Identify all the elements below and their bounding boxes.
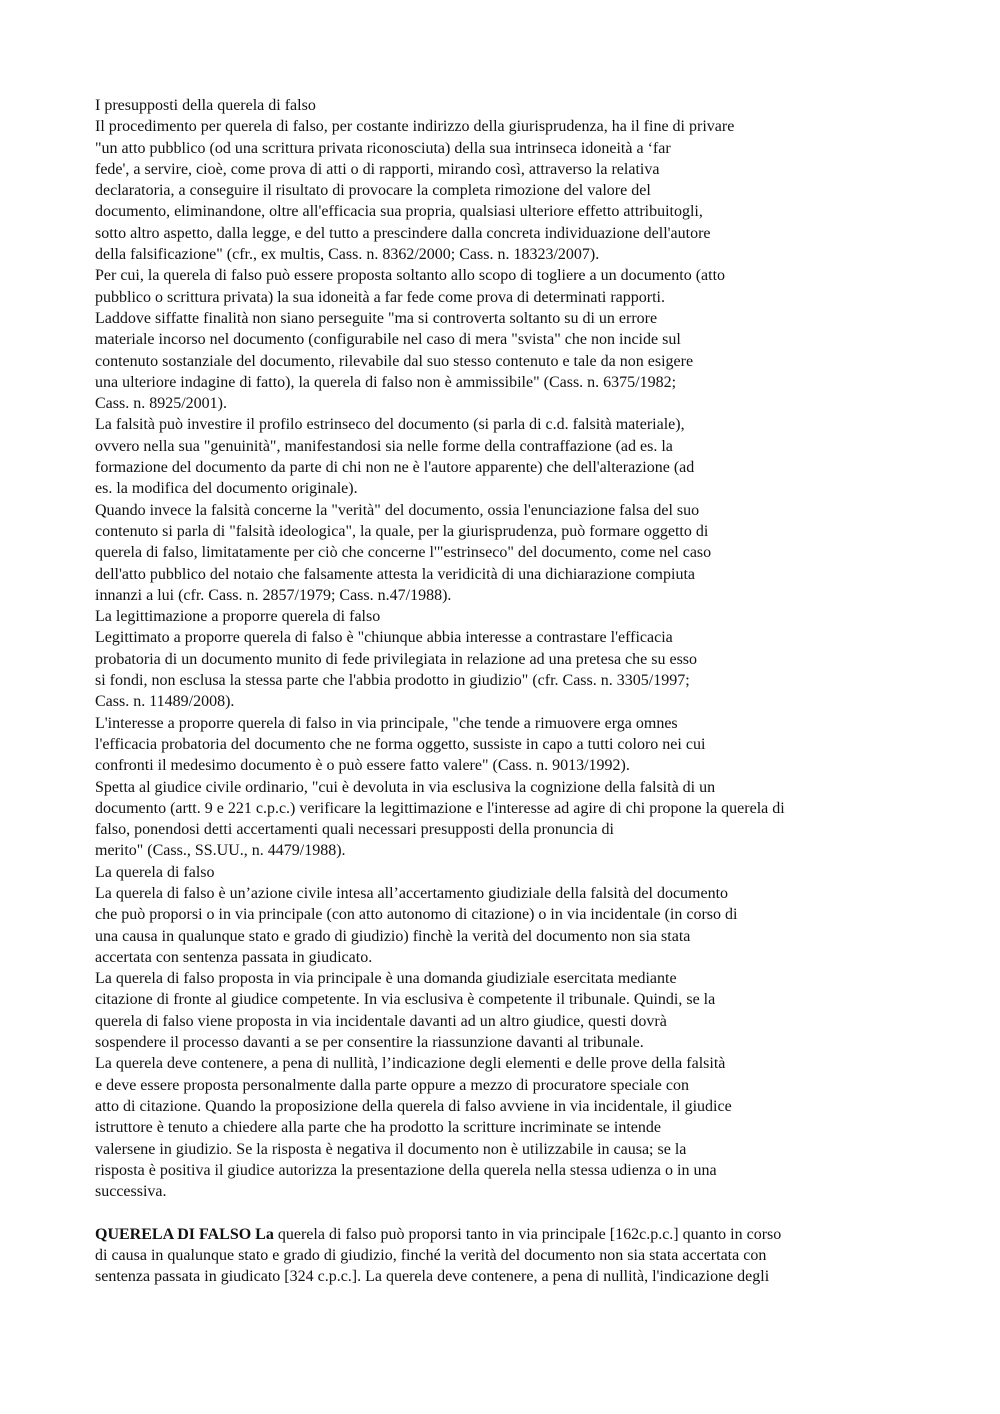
text-line: La querela deve contenere, a pena di nullità, l’indicazione degli elementi e delle prove della falsità bbox=[95, 1055, 726, 1073]
text-line: querela di falso viene proposta in via incidentale davanti ad un altro giudice, questi dovrà bbox=[95, 1012, 667, 1030]
final-paragraph bbox=[95, 1224, 975, 1288]
text-line: ovvero nella sua "genuinità", manifestandosi sia nelle forme della contraffazione (ad es. la bbox=[95, 437, 673, 455]
text-line: successiva. bbox=[95, 1183, 167, 1201]
text-line: pubblico o scrittura privata) la sua idoneità a far fede come prova di determinati rapporti. bbox=[95, 288, 665, 306]
document-body bbox=[95, 95, 975, 1202]
text-line: Per cui, la querela di falso può essere proposta soltanto allo scopo di togliere a un documento (atto bbox=[95, 267, 726, 285]
text-line: e deve essere proposta personalmente dalla parte oppure a mezzo di procuratore speciale con bbox=[95, 1076, 689, 1094]
text-line: Cass. n. 8925/2001). bbox=[95, 395, 227, 413]
document-page bbox=[95, 95, 975, 1288]
text-line: contenuto si parla di "falsità ideologica", la quale, per la giurisprudenza, può formare oggetto di bbox=[95, 522, 709, 540]
text-line: contenuto sostanziale del documento, rilevabile dal suo stesso contenuto e tale da non esigere bbox=[95, 352, 694, 370]
text-line: querela di falso, limitatamente per ciò che concerne l'"estrinseco" del documento, come nel caso bbox=[95, 544, 712, 562]
text-line: atto di citazione. Quando la proposizione della querela di falso avviene in via incidentale, il giudice bbox=[95, 1097, 732, 1115]
text-line: dell'atto pubblico del notaio che falsamente attesta la veridicità di una dichiarazione compiuta bbox=[95, 565, 695, 583]
text-line: Laddove siffatte finalità non siano perseguite "ma si controverta soltanto su di un errore bbox=[95, 309, 658, 327]
text-line: es. la modifica del documento originale). bbox=[95, 480, 358, 498]
final-paragraph-bold-lead: QUERELA DI FALSO La bbox=[95, 1225, 274, 1243]
text-line: valersene in giudizio. Se la risposta è negativa il documento non è utilizzabile in causa; se la bbox=[95, 1140, 687, 1158]
text-line: fede', a servire, cioè, come prova di atti o di rapporti, mirando così, attraverso la relativa bbox=[95, 160, 660, 178]
text-line: Quando invece la falsità concerne la "verità" del documento, ossia l'enunciazione falsa del suo bbox=[95, 501, 700, 519]
text-line: Spetta al giudice civile ordinario, "cui è devoluta in via esclusiva la cognizione della falsità di un bbox=[95, 778, 716, 796]
text-line: accertata con sentenza passata in giudicato. bbox=[95, 948, 373, 966]
text-line: istruttore è tenuto a chiedere alla parte che ha prodotto la scritture incriminate se intende bbox=[95, 1119, 661, 1137]
text-line: citazione di fronte al giudice competente. In via esclusiva è competente il tribunale. Quindi, se la bbox=[95, 991, 716, 1009]
text-line: Il procedimento per querela di falso, per costante indirizzo della giurisprudenza, ha il fine di privare bbox=[95, 118, 735, 136]
text-line: materiale incorso nel documento (configurabile nel caso di mera "svista" che non incide sul bbox=[95, 331, 681, 349]
text-line: formazione del documento da parte di chi non ne è l'autore apparente) che dell'alterazione (ad bbox=[95, 459, 695, 477]
text-line: La falsità può investire il profilo estrinseco del documento (si parla di c.d. falsità materiale), bbox=[95, 416, 685, 434]
text-line: declaratoria, a conseguire il risultato di provocare la completa rimozione del valore del bbox=[95, 182, 651, 200]
text-line: I presupposti della querela di falso bbox=[95, 97, 316, 114]
text-line: si fondi, non esclusa la stessa parte che l'abbia prodotto in giudizio" (cfr. Cass. n. 3305/1997; bbox=[95, 672, 690, 690]
text-line: La legittimazione a proporre querela di falso bbox=[95, 608, 381, 626]
text-line: L'interesse a proporre querela di falso in via principale, "che tende a rimuovere erga omnes bbox=[95, 714, 678, 732]
text-line: Cass. n. 11489/2008). bbox=[95, 693, 235, 711]
text-line: una causa in qualunque stato e grado di giudizio) finchè la verità del documento non sia stata bbox=[95, 927, 691, 945]
text-line: merito" (Cass., SS.UU., n. 4479/1988). bbox=[95, 842, 346, 860]
text-line: sospendere il processo davanti a se per consentire la riassunzione davanti al tribunale. bbox=[95, 1034, 644, 1052]
text-line: della falsificazione" (cfr., ex multis, Cass. n. 8362/2000; Cass. n. 18323/2007). bbox=[95, 246, 600, 264]
text-line: che può proporsi o in via principale (con atto autonomo di citazione) o in via incidentale (in corso di bbox=[95, 906, 738, 924]
text-line: documento, eliminandone, oltre all'efficacia sua propria, qualsiasi ulteriore effetto attribuitogli, bbox=[95, 203, 703, 221]
text-line: confronti il medesimo documento è o può essere fatto valere" (Cass. n. 9013/1992). bbox=[95, 757, 630, 775]
text-line: sotto altro aspetto, dalla legge, e del tutto a prescindere dalla concreta individuazione dell'autore bbox=[95, 224, 711, 242]
paragraph-gap bbox=[95, 1202, 975, 1223]
text-line: documento (artt. 9 e 221 c.p.c.) verificare la legittimazione e l'interesse ad agire di chi propone la querela di bbox=[95, 799, 785, 817]
text-line: La querela di falso bbox=[95, 863, 215, 881]
text-line: Legittimato a proporre querela di falso è "chiunque abbia interesse a contrastare l'efficacia bbox=[95, 629, 673, 647]
text-line: La querela di falso proposta in via principale è una domanda giudiziale esercitata mediante bbox=[95, 970, 677, 988]
final-paragraph-line-3: sentenza passata in giudicato [324 c.p.c.]. La querela deve contenere, a pena di nullità, l'indicazione degli bbox=[95, 1268, 770, 1286]
text-line: l'efficacia probatoria del documento che ne forma oggetto, sussiste in capo a tutti coloro nei cui bbox=[95, 735, 706, 753]
text-line: risposta è positiva il giudice autorizza la presentazione della querela nella stessa udienza o in una bbox=[95, 1161, 717, 1179]
text-line: innanzi a lui (cfr. Cass. n. 2857/1979; Cass. n.47/1988). bbox=[95, 586, 452, 604]
text-line: falso, ponendosi detti accertamenti quali necessari presupposti della pronuncia di bbox=[95, 821, 614, 839]
final-paragraph-line-2: di causa in qualunque stato e grado di giudizio, finché la verità del documento non sia stata accertata con bbox=[95, 1247, 767, 1265]
text-line: La querela di falso è un’azione civile intesa all’accertamento giudiziale della falsità del documento bbox=[95, 884, 729, 902]
final-paragraph-line-1-text: querela di falso può proporsi tanto in via principale [162c.p.c.] quanto in corso bbox=[273, 1225, 782, 1243]
final-paragraph-line-1 bbox=[95, 1224, 975, 1245]
text-line: una ulteriore indagine di fatto), la querela di falso non è ammissibile" (Cass. n. 6375/1982; bbox=[95, 373, 677, 391]
text-line: "un atto pubblico (od una scrittura privata riconosciuta) della sua intrinseca idoneità a ‘far bbox=[95, 139, 671, 157]
text-line: probatoria di un documento munito di fede privilegiata in relazione ad una pretesa che su esso bbox=[95, 650, 698, 668]
